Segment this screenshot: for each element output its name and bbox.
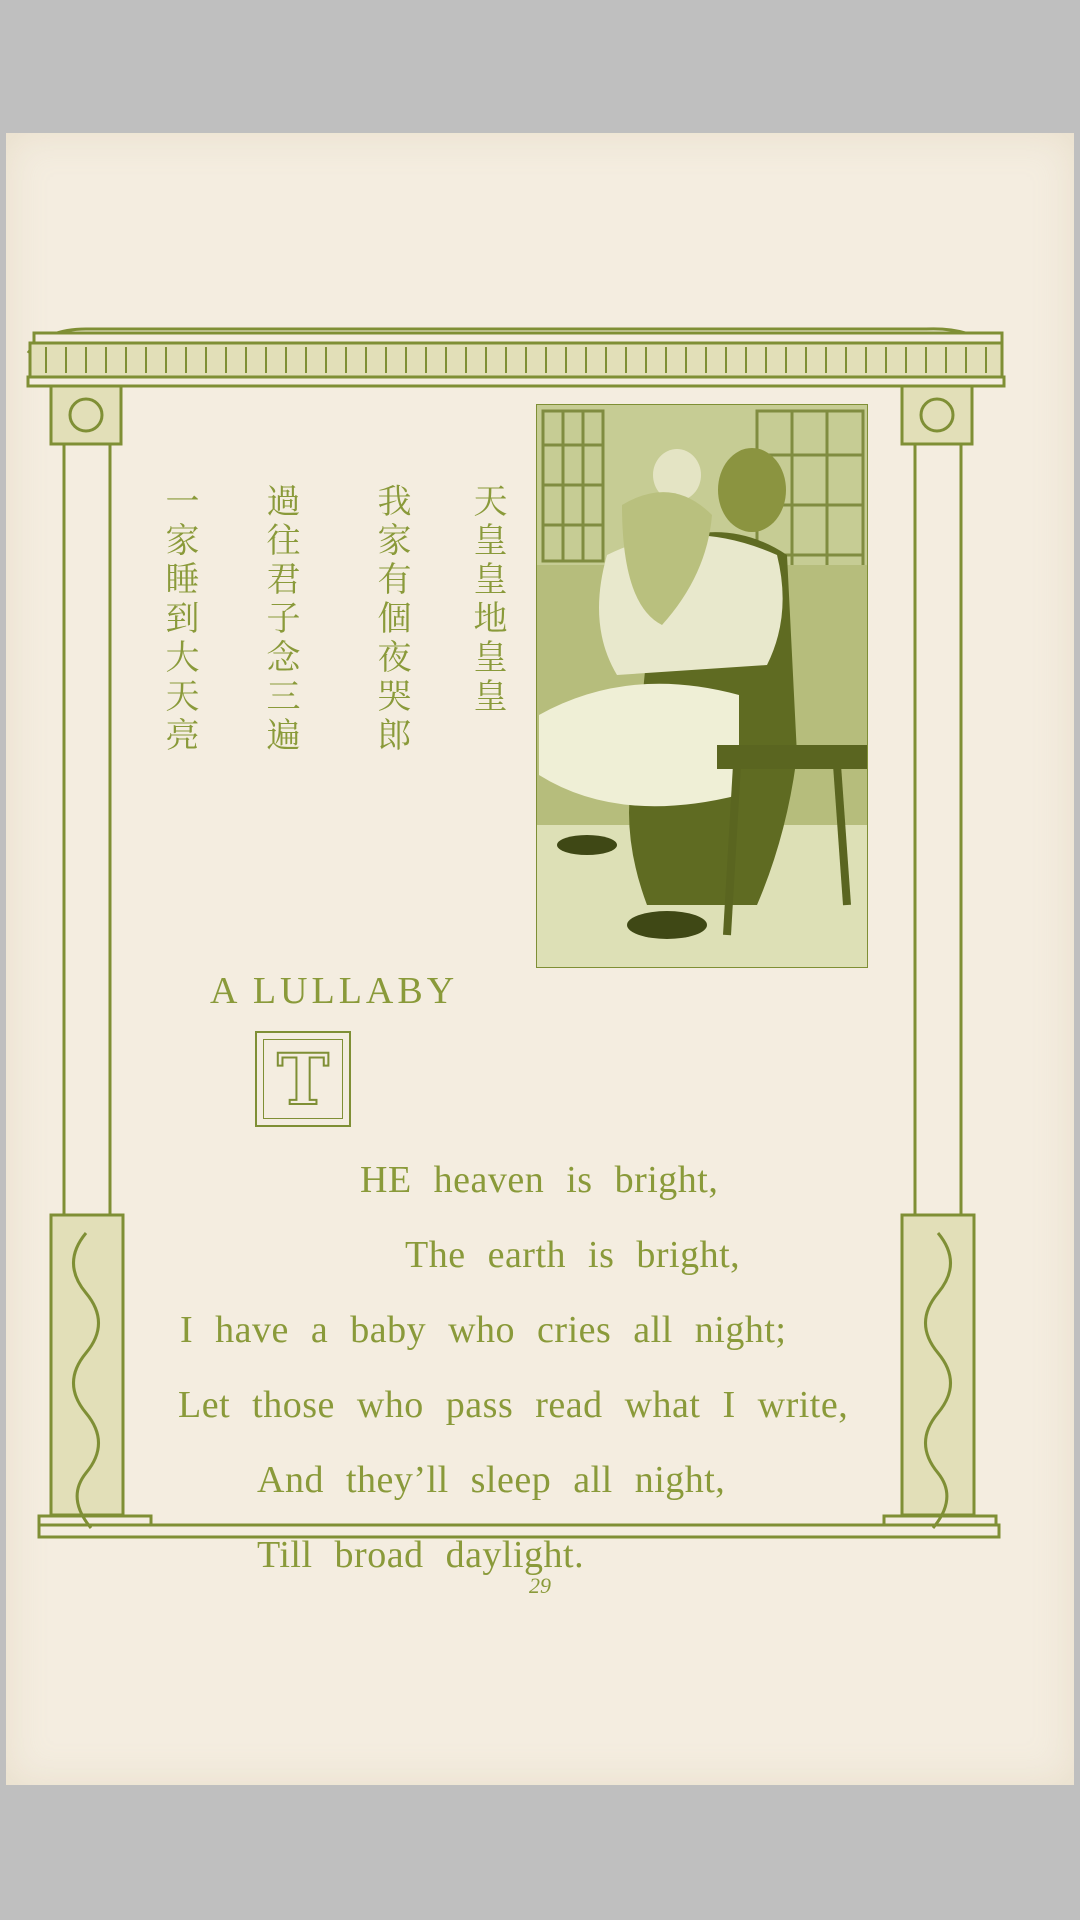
left-capital (51, 386, 121, 444)
chinese-column-2: 我家有個夜哭郎 (371, 483, 411, 756)
roof-tiles (30, 343, 1002, 377)
drop-cap-letter: T (263, 1039, 343, 1119)
right-capital (902, 386, 972, 444)
poem-line-1: HE heaven is bright, (360, 1159, 719, 1201)
page-title: A LULLABY (210, 970, 459, 1012)
photo-image-icon (537, 405, 868, 968)
poem-line-2: The earth is bright, (405, 1234, 741, 1276)
right-base-panel (902, 1215, 974, 1515)
poem-line-4: Let those who pass read what I write, (178, 1384, 849, 1426)
drop-cap-box (255, 1031, 351, 1127)
page-number: 29 (529, 1573, 551, 1598)
poem-line-3: I have a baby who cries all night; (180, 1309, 787, 1351)
chinese-column-4: 一家睡到大天亮 (159, 483, 199, 756)
chinese-column-1: 天皇皇地皇皇 (467, 483, 507, 717)
roof-beam-bottom (28, 377, 1004, 386)
poem-line-6: Till broad daylight. (257, 1534, 585, 1576)
book-page (6, 133, 1074, 1785)
chinese-column-3: 過往君子念三遍 (260, 483, 300, 756)
grandmother-baby-photo (536, 404, 868, 968)
poem-line-5: And they’ll sleep all night, (257, 1459, 726, 1501)
